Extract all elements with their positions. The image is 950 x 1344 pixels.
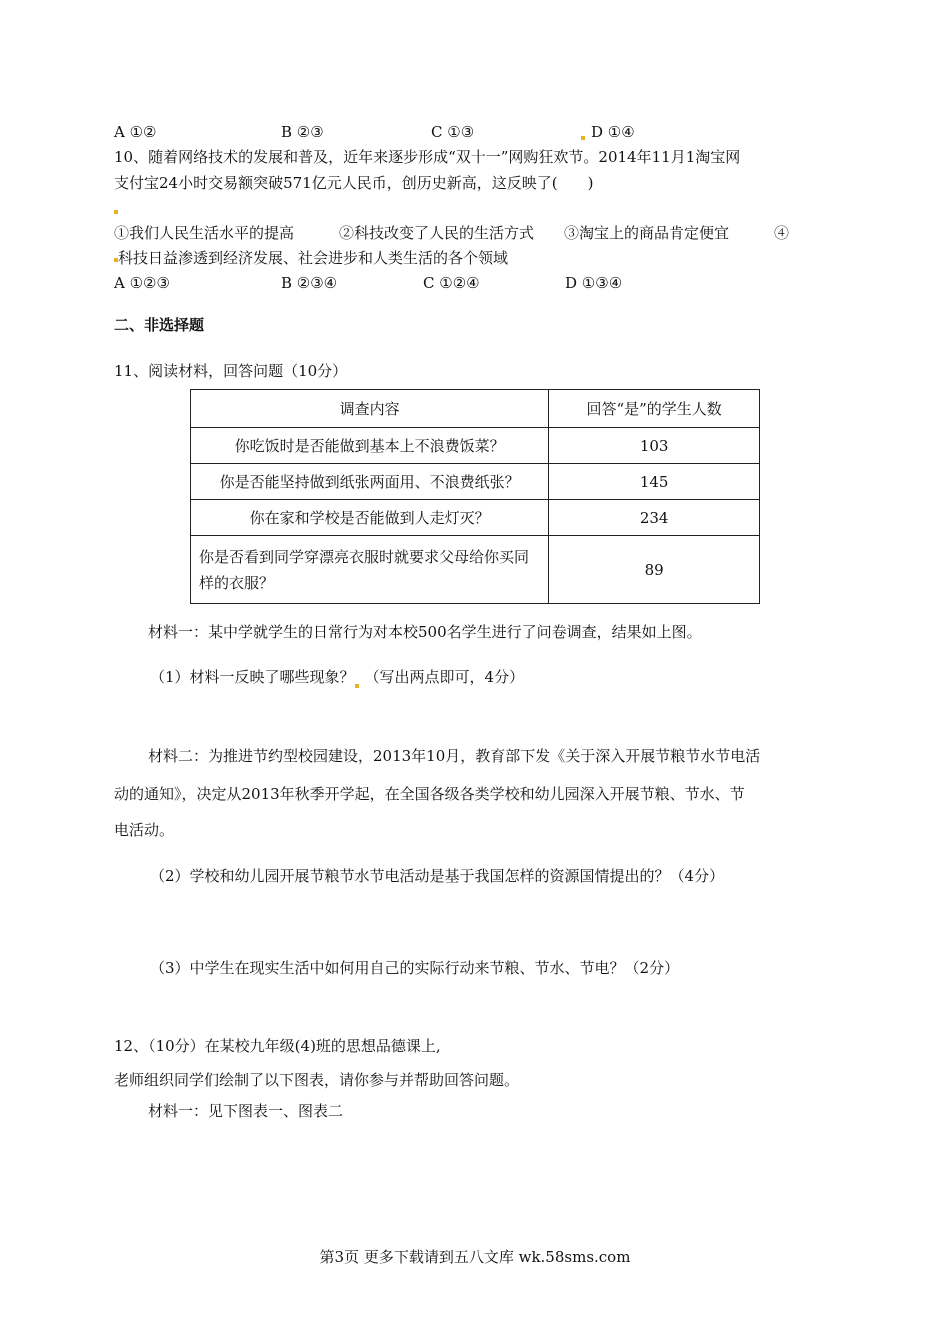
q11-material-2-line-3: 电活动。 (114, 821, 175, 839)
q10-statements-line-2: 科技日益渗透到经济发展、社会进步和人类生活的各个领域 (118, 249, 509, 267)
q11-sub-question-3: （3）中学生在现实生活中如何用自己的实际行动来节粮、节水、节电？（2分） (150, 959, 680, 977)
q10-statements-line-1: ①我们人民生活水平的提高 ②科技改变了人民的生活方式 ③淘宝上的商品肯定便宜 ④ (114, 224, 790, 242)
survey-table (190, 389, 760, 604)
table-cell-question: 你是否能坚持做到纸张两面用、不浪费纸张？ (191, 464, 549, 500)
table-row (191, 536, 760, 604)
q9-option-a: A ①② (114, 123, 157, 141)
table-cell-question: 你在家和学校是否能做到人走灯灭？ (191, 500, 549, 536)
q10-option-c: C ①②④ (423, 274, 480, 292)
q12-stem-line-2: 老师组织同学们绘制了以下图表，请你参与并帮助回答问题。 (114, 1071, 520, 1089)
q9-option-b: B ②③ (281, 123, 324, 141)
table-header-row (191, 390, 760, 428)
page-footer: 第3页 更多下载请到五八文库 wk.58sms.com (319, 1248, 631, 1266)
q9-option-d: D ①④ (591, 123, 635, 141)
q10-stem-line-2: 支付宝24小时交易额突破571亿元人民币，创历史新高，这反映了( ) (114, 174, 594, 192)
table-row (191, 464, 760, 500)
q11-title: 11、阅读材料，回答问题（10分） (114, 362, 348, 380)
highlight-mark-icon (355, 684, 359, 688)
q9-option-c: C ①③ (431, 123, 475, 141)
table-cell-question: 你吃饭时是否能做到基本上不浪费饭菜？ (191, 428, 549, 464)
q11-sub-question-1-tail: （写出两点即可，4分） (364, 668, 525, 686)
table-cell-count: 234 (549, 500, 760, 536)
table-header-cell: 回答“是”的学生人数 (549, 390, 760, 428)
q11-sub-question-2: （2）学校和幼儿园开展节粮节水节电活动是基于我国怎样的资源国情提出的？（4分） (150, 867, 725, 885)
q11-sub-question-1 (150, 666, 524, 688)
table-row (191, 500, 760, 536)
q10-option-d: D ①③④ (565, 274, 623, 292)
table-header-cell: 调查内容 (191, 390, 549, 428)
table-cell-count: 89 (549, 536, 760, 604)
table-row (191, 428, 760, 464)
q11-sub-question-1-text: （1）材料一反映了哪些现象？ (150, 668, 355, 686)
q11-material-2-line-2: 动的通知》，决定从2013年秋季开学起，在全国各级各类学校和幼儿园深入开展节粮、节水、节 (114, 785, 745, 803)
q10-stem-line-1: 10、随着网络技术的发展和普及，近年来逐步形成“双十一”网购狂欢节。2014年11月1淘宝网 (114, 148, 741, 166)
q10-option-a: A ①②③ (114, 274, 170, 292)
q10-option-b: B ②③④ (281, 274, 338, 292)
table-cell-count: 103 (549, 428, 760, 464)
table-cell-question: 你是否看到同学穿漂亮衣服时就要求父母给你买同样的衣服？ (191, 536, 549, 604)
highlight-mark-icon (581, 136, 585, 140)
q11-material-2-line-1: 材料二：为推进节约型校园建设，2013年10月，教育部下发《关于深入开展节粮节水节电活 (148, 747, 761, 765)
q12-material-1: 材料一：见下图表一、图表二 (148, 1102, 344, 1120)
table-cell-count: 145 (549, 464, 760, 500)
q11-material-1: 材料一：某中学就学生的日常行为对本校500名学生进行了问卷调查，结果如上图。 (148, 623, 702, 641)
q12-stem-line-1: 12、（10分）在某校九年级(4)班的思想品德课上, (114, 1037, 441, 1055)
section-heading: 二、非选择题 (114, 316, 205, 334)
highlight-mark-icon (114, 210, 118, 214)
